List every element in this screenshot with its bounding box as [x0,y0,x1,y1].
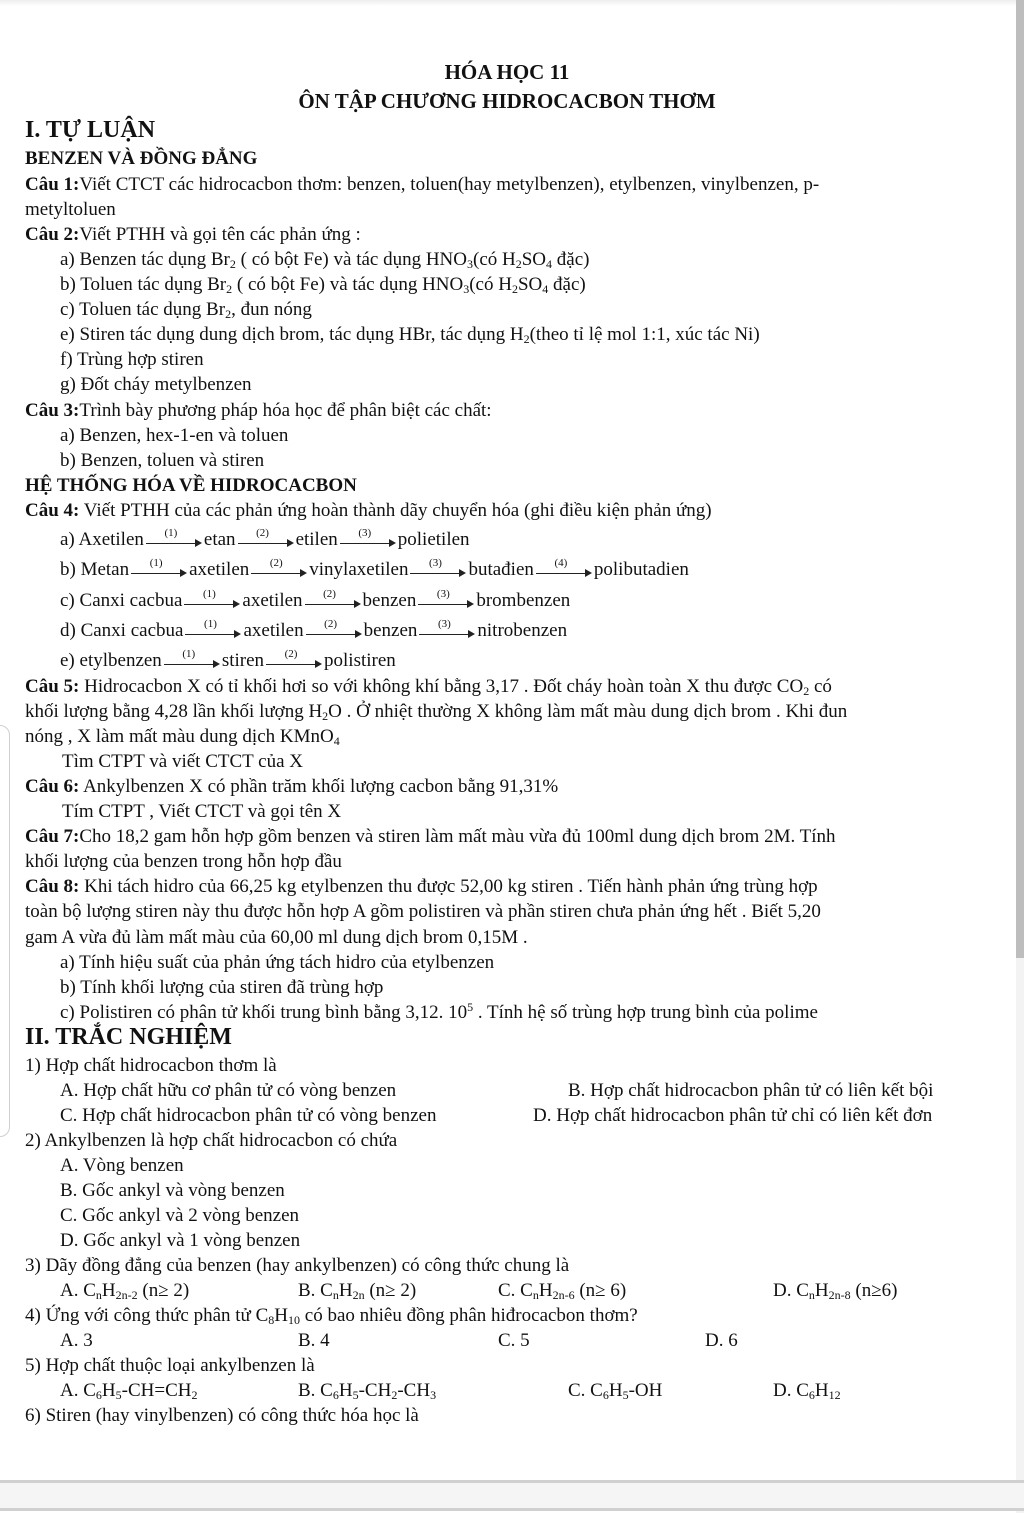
q8-item-c [60,1000,818,1025]
step-label: (2) [323,587,336,600]
stem-text: 4) Ứng với công thức phân tử C [25,1305,269,1326]
formula-text: B. C [298,1380,333,1401]
horizontal-scrollbar[interactable] [0,1480,1024,1511]
mc2-stem: 2) Ankylbenzen là hợp chất hidrocacbon có chứa [25,1130,398,1151]
sub: 4 [546,257,553,271]
sub: 3 [430,1388,437,1402]
mc3-option-d[interactable] [773,1278,897,1303]
reaction-arrow-icon [418,587,474,612]
top-shade [0,0,1016,6]
mc1-option-d[interactable]: D. Hợp chất hidrocacbon phân tử chỉ có liên kết đơn [533,1105,933,1126]
chain-prefix: c) [60,590,80,611]
reaction-arrow-icon [146,526,202,551]
sub: 6 [808,1388,815,1402]
formula-text: H [814,1380,829,1401]
reaction-arrow-icon [266,647,322,672]
mc3-stem: 3) Dãy đồng đẳng của benzen (hay ankylbenzen) có công thức chung là [25,1255,570,1276]
chain-prefix: e) [60,650,80,671]
opt-text: H [101,1280,116,1301]
q2e-text: e) Stiren tác dụng dung dịch brom, tác dụng HBr, tác dụng H [60,324,524,345]
q5-label: Câu 5: [25,676,80,697]
step-label: (3) [429,556,442,569]
formula-text: H [101,1380,116,1401]
q6-label: Câu 6: [25,776,80,797]
sub: 2 [191,1388,198,1402]
q7-line1 [25,824,836,849]
mc4-option-b[interactable]: B. 4 [298,1330,330,1351]
q5-text: khối lượng bằng 4,28 lần khối lượng H [25,701,323,722]
sub: 4 [542,282,549,296]
sub: 2 [523,332,530,346]
sub: 2 [322,709,329,723]
formula-text: H [338,1380,353,1401]
stem-text: H [274,1305,289,1326]
q5-text: có [809,676,832,697]
chain-compound: polistiren [324,650,396,671]
sub: 12 [828,1388,841,1402]
q2-item-e [60,322,760,347]
q2-label: Câu 2: [25,224,80,245]
q3-line [25,398,492,423]
q2a-text: SO [521,249,547,270]
chain-compound: polibutadien [593,559,689,580]
sub: 2n [352,1288,365,1302]
step-label: (2) [256,526,269,539]
chain-compound: polietilen [397,529,470,550]
reaction-arrow-icon [185,617,241,642]
mc6-stem: 6) Stiren (hay vinylbenzen) có công thức hóa học là [25,1405,419,1426]
q2a-text: ( có bột Fe) và tác dụng HNO [235,249,467,270]
step-label: (2) [269,556,283,569]
part2-heading: II. TRẮC NGHIỆM [25,1024,232,1050]
q2c-text: c) Toluen tác dụng Br [60,299,226,320]
reaction-arrow-icon [419,617,475,642]
q5-text: O . Ở nhiệt thường X không làm mất màu dung dịch brom . Khi đun [328,701,848,722]
opt-text: (n≥ 2) [364,1280,417,1301]
mc2-option-d[interactable]: D. Gốc ankyl và 1 vòng benzen [60,1230,301,1251]
chain-compound: etan [203,529,236,550]
q2b-text: b) Toluen tác dụng Br [60,274,227,295]
sub: 3 [467,257,473,271]
q6-text: Ankylbenzen X có phần trăm khối lượng cacbon bằng 91,31% [79,776,559,797]
q2b-text: (có H [469,274,512,295]
q3-item-a: a) Benzen, hex-1-en và toluen [60,425,289,446]
q2c-text: , đun nóng [231,299,312,320]
q2b-text: SO [517,274,543,295]
q8-label: Câu 8: [25,876,80,897]
sub: 6 [95,1388,102,1402]
q3-item-b: b) Benzen, toluen và stiren [60,450,265,471]
q2-text: Viết PTHH và gọi tên các phản ứng : [79,224,361,245]
step-label: (1) [182,647,196,660]
q6-line1 [25,774,558,799]
chain-compound: etylbenzen [79,650,162,671]
q2a-text: a) Benzen tác dụng Br [60,249,230,270]
sub: 2 [229,257,236,271]
q8-line1 [25,874,818,899]
q5-text: nóng , X làm mất màu dung dịch KMnO [25,726,334,747]
sub: 2 [511,282,518,296]
mc4-stem [25,1303,638,1328]
mc5-option-d[interactable] [773,1378,841,1403]
q4-text: Viết PTHH của các phản ứng hoàn thành dãy chuyển hóa (ghi điều kiện phản ứng) [79,500,712,521]
q8c-text: c) Polistiren có phân tử khối trung bình bằng 3,12. 10 [60,1002,468,1023]
q2a-text: (có H [473,249,516,270]
mc1-option-c[interactable]: C. Hợp chất hidrocacbon phân tử có vòng benzen [60,1105,437,1126]
q8-line2: toàn bộ lượng stiren này thu được hỗn hợp A gồm polistiren và phần stiren chưa phản ứng hết . Biết 5,20 [25,901,821,922]
sub: 2n-6 [552,1288,575,1302]
q1-text: Viết CTCT các hidrocacbon thơm: benzen, toluen(hay metylbenzen), etylbenzen, vinylbenzen, p- [79,174,820,195]
q5-line1 [25,674,832,699]
q2b-text: đặc) [548,274,586,295]
opt-text: H [814,1280,829,1301]
formula-text: -CH=CH [121,1380,192,1401]
step-label: (1) [202,587,216,600]
chain-compound: Canxi cacbua [80,620,184,641]
opt-text: C. C [498,1280,533,1301]
q2-line [25,222,361,247]
q3-text: Trình bày phương pháp hóa học để phân biệt các chất: [79,400,492,421]
q4-chain-b [60,557,689,582]
doc-subtitle: ÔN TẬP CHƯƠNG HIDROCACBON THƠM [298,89,716,113]
sub: 5 [352,1388,359,1402]
mc5-option-b[interactable] [298,1378,436,1403]
chain-compound: benzen [362,590,417,611]
sub: n [95,1288,102,1302]
formula-text: A. C [60,1380,96,1401]
q6-line2: Tím CTPT , Viết CTCT và gọi tên X [62,801,342,822]
sub: 2 [226,282,233,296]
sub: 6 [602,1388,609,1402]
sub: 2n-2 [115,1288,138,1302]
chain-prefix: a) [60,529,79,550]
q7-text: Cho 18,2 gam hỗn hợp gồm benzen và stiren làm mất màu vừa đủ 100ml dung dịch brom 2M. Tính [79,826,836,847]
q4-chain-a [60,527,470,552]
q2b-text: ( có bột Fe) và tác dụng HNO [232,274,464,295]
q8-line3: gam A vừa đủ làm mất màu của 60,00 ml dung dịch brom 0,15M . [25,927,528,948]
sub: n [332,1288,339,1302]
left-frame-edge [0,725,10,1137]
q5-line3 [25,724,340,749]
reaction-arrow-icon [251,556,307,581]
opt-text: D. C [773,1280,809,1301]
reaction-arrow-icon [238,526,294,551]
step-label: (1) [204,617,217,630]
chain-compound: stiren [221,650,265,671]
sub: 2n-8 [828,1288,851,1302]
opt-text: H [538,1280,553,1301]
q2-item-f: f) Trùng hợp stiren [60,349,204,370]
q4-chain-c [60,588,570,613]
mc2-option-a[interactable]: A. Vòng benzen [60,1155,184,1176]
doc-title: HÓA HỌC 11 [444,60,570,84]
chain-prefix: d) [60,620,81,641]
sub: 4 [333,734,340,748]
opt-text: (n≥6) [850,1280,898,1301]
step-label: (2) [284,647,298,660]
step-label: (3) [437,617,451,630]
step-label: (1) [164,526,178,539]
q8-item-a: a) Tính hiệu suất của phản ứng tách hidro của etylbenzen [60,952,495,973]
q1-line2: metyltoluen [25,199,116,220]
step-label: (1) [149,556,163,569]
mc4-option-a[interactable]: A. 3 [60,1330,93,1351]
mc5-stem: 5) Hợp chất thuộc loại ankylbenzen là [25,1355,315,1376]
chain-compound: axetilen [243,620,304,641]
reaction-arrow-icon [306,617,362,642]
formula-text: H [608,1380,623,1401]
formula-text: -CH [397,1380,431,1401]
reaction-arrow-icon [131,556,187,581]
q7-line2: khối lượng của benzen trong hỗn hợp đầu [25,851,342,872]
sub: 10 [288,1313,301,1327]
sub: 2 [391,1388,398,1402]
chain-compound: Axetilen [78,529,144,550]
reaction-arrow-icon [184,587,240,612]
chain-compound: benzen [363,620,418,641]
sub: 5 [622,1388,629,1402]
mc5-option-c[interactable] [568,1378,662,1403]
chain-compound: Metan [80,559,130,580]
step-label: (3) [436,587,450,600]
reaction-arrow-icon [410,556,466,581]
chain-prefix: b) [60,559,81,580]
chain-compound: Canxi cacbua [79,590,183,611]
sub: n [808,1288,815,1302]
mc3-option-b[interactable] [298,1278,416,1303]
chain-compound: axetilen [242,590,303,611]
chain-compound: brombenzen [476,590,571,611]
sub: 5 [115,1388,122,1402]
opt-text: H [338,1280,353,1301]
sub: 2 [515,257,522,271]
part1-heading: I. TỰ LUẬN [25,117,156,143]
q4-label: Câu 4: [25,500,80,521]
reaction-arrow-icon [340,526,396,551]
q5-line4: Tìm CTPT và viết CTCT của X [62,751,303,772]
sub: 2 [225,307,232,321]
q4-chain-d [60,618,567,643]
mc1-option-b[interactable]: B. Hợp chất hidrocacbon phân tử có liên kết bội [568,1080,934,1101]
q8-text: Khi tách hidro của 66,25 kg etylbenzen thu được 52,00 kg stiren . Tiến hành phản ứng trùng hợp [79,876,818,897]
formula-text: D. C [773,1380,809,1401]
chain-compound: vinylaxetilen [309,559,409,580]
sup: 5 [467,1000,474,1014]
q2a-text: đặc) [552,249,590,270]
mc4-option-c[interactable]: C. 5 [498,1330,530,1351]
chain-compound: nitrobenzen [477,620,568,641]
mc1-stem: 1) Hợp chất hidrocacbon thơm là [25,1055,277,1076]
sub: 6 [332,1388,339,1402]
mc4-option-d[interactable]: D. 6 [705,1330,738,1351]
mc2-option-b[interactable]: B. Gốc ankyl và vòng benzen [60,1180,285,1201]
section-benzen: BENZEN VÀ ĐỒNG ĐẲNG [25,148,258,169]
q3-label: Câu 3: [25,400,80,421]
mc3-option-a[interactable] [60,1278,189,1303]
formula-text: -CH [358,1380,392,1401]
reaction-arrow-icon [164,647,220,672]
section-he-thong: HỆ THỐNG HÓA VỀ HIDROCACBON [25,475,357,496]
q4-chain-e [60,648,396,673]
q5-line2 [25,699,847,724]
q2-item-c [60,297,312,322]
q4-line [25,498,712,523]
opt-text: (n≥ 2) [137,1280,190,1301]
step-label: (2) [324,617,337,630]
q2e-text: (theo tỉ lệ mol 1:1, xúc tác Ni) [529,324,760,345]
formula-text: C. C [568,1380,603,1401]
stem-text: có bao nhiêu đồng phân hiđrocacbon thơm? [300,1305,638,1326]
chain-compound: butađien [468,559,534,580]
q2-item-b [60,272,586,297]
scrollbar-thumb[interactable] [1016,0,1024,958]
sub: 8 [268,1313,275,1327]
reaction-arrow-icon [536,556,592,581]
step-label: (4) [554,556,568,569]
sub: n [532,1288,539,1302]
opt-text: A. C [60,1280,96,1301]
q5-text: Hidrocacbon X có tỉ khối hơi so với không khí bằng 3,17 . Đốt cháy hoàn toàn X thu được CO [79,676,804,697]
sub: 3 [463,282,470,296]
chain-compound: etilen [295,529,338,550]
q1-line1 [25,172,819,197]
q2-item-a [60,247,589,272]
sub: 2 [803,684,810,698]
mc3-option-c[interactable] [498,1278,626,1303]
opt-text: (n≥ 6) [574,1280,627,1301]
q7-label: Câu 7: [25,826,80,847]
q8-item-b: b) Tính khối lượng của stiren đã trùng hợp [60,977,384,998]
reaction-arrow-icon [305,587,361,612]
q8c-text: . Tính hệ số trùng hợp trung bình của polime [473,1002,818,1023]
mc1-option-a[interactable]: A. Hợp chất hữu cơ phân tử có vòng benzen [60,1080,397,1101]
mc2-option-c[interactable]: C. Gốc ankyl và 2 vòng benzen [60,1205,300,1226]
q1-label: Câu 1: [25,174,80,195]
step-label: (3) [358,526,372,539]
opt-text: B. C [298,1280,333,1301]
chain-compound: axetilen [189,559,250,580]
q2-item-g: g) Đốt cháy metylbenzen [60,374,252,395]
formula-text: -OH [628,1380,663,1401]
mc5-option-a[interactable] [60,1378,197,1403]
